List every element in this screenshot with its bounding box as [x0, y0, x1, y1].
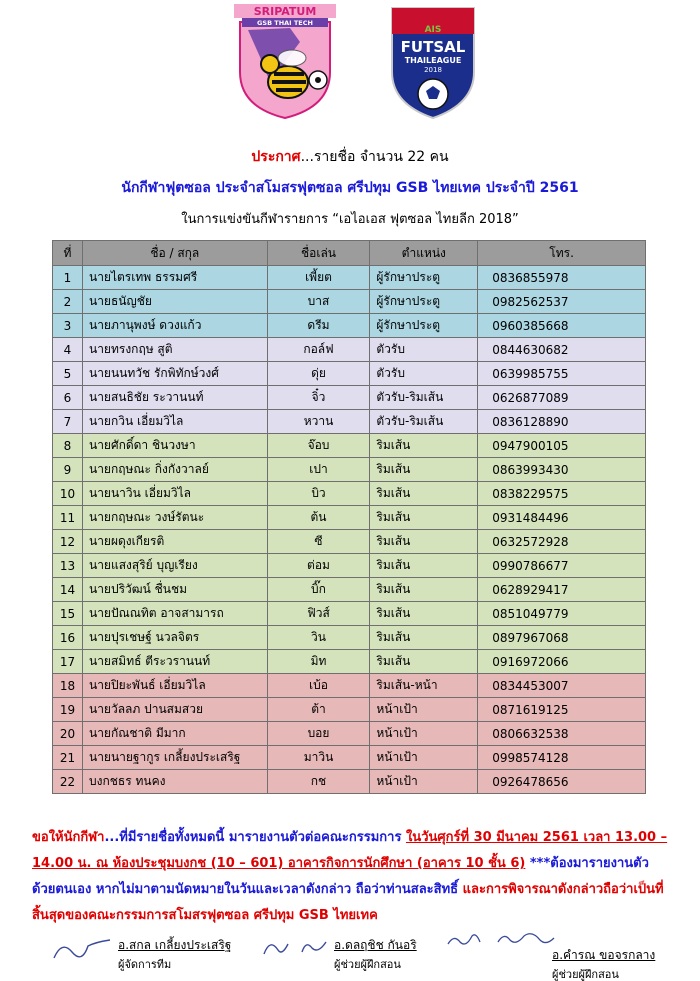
notice-date-venue: ในวันศุกร์ที่ 30 มีนาคม 2561 เวลา 13.00 – 14.00 น. ณ ห้องประชุมบงกช (10 – 601) อาคารกิจการนักศึกษา (อาคาร 10 ชั้น 6) — [32, 830, 668, 871]
cell-name: นายกวิน เอี่ยมวิไล — [82, 410, 267, 434]
signature-block — [0, 928, 700, 981]
table-row — [53, 266, 646, 290]
cell-number: 12 — [53, 530, 83, 554]
cell-number: 14 — [53, 578, 83, 602]
table-row — [53, 338, 646, 362]
cell-position: ริมเส้น — [370, 434, 478, 458]
cell-name: นายปัณณทิต อาจสามารถ — [82, 602, 267, 626]
cell-nickname: ฟิวส์ — [267, 602, 370, 626]
cell-number: 2 — [53, 290, 83, 314]
table-row — [53, 698, 646, 722]
sripatum-bee-logo — [230, 2, 340, 120]
cell-position: ตัวรับ — [370, 338, 478, 362]
table-row — [53, 290, 646, 314]
cell-nickname: บิว — [267, 482, 370, 506]
competition-subtitle: ในการแข่งขันกีฬารายการ “เอไอเอส ฟุตซอล ไทยลีก 2018” — [181, 212, 519, 227]
notice-final-clause: และการพิจารณาดังกล่าวถือว่าเป็นที่สิ้นสุดของคณะกรรมการสโมสรฟุตซอล ศรีปทุม GSB ไทยเทค — [32, 882, 664, 923]
cell-number: 13 — [53, 554, 83, 578]
page-title: นักกีฬาฟุตซอล ประจำสโมสรฟุตซอล ศรีปทุม GSB ไทยเทค ประจำปี 2561 — [121, 180, 579, 196]
header-phone: โทร. — [478, 241, 646, 266]
cell-name: นายนนทวัช รักพิทักษ์วงศ์ — [82, 362, 267, 386]
table-row — [53, 314, 646, 338]
cell-name: นายธนัญชัย — [82, 290, 267, 314]
cell-number: 16 — [53, 626, 83, 650]
ais-futsal-thaileague-logo — [388, 2, 478, 120]
cell-nickname: บาส — [267, 290, 370, 314]
cell-nickname: กช — [267, 770, 370, 794]
cell-nickname: บิ๊ก — [267, 578, 370, 602]
cell-nickname: ดุ่ย — [267, 362, 370, 386]
cell-number: 6 — [53, 386, 83, 410]
signature-assistant-coach-1 — [334, 936, 417, 973]
cell-phone: 0863993430 — [478, 458, 646, 482]
cell-number: 7 — [53, 410, 83, 434]
player-roster-table — [52, 240, 646, 794]
announcement-prefix: ประกาศ — [251, 149, 301, 165]
cell-number: 11 — [53, 506, 83, 530]
table-row — [53, 458, 646, 482]
cell-phone: 0844630682 — [478, 338, 646, 362]
cell-position: หน้าเป้า — [370, 770, 478, 794]
cell-nickname: จ๊อบ — [267, 434, 370, 458]
table-row — [53, 674, 646, 698]
cell-position: ริมเส้น — [370, 650, 478, 674]
cell-phone: 0836128890 — [478, 410, 646, 434]
cell-position: ริมเส้น-หน้า — [370, 674, 478, 698]
cell-name: นายปุรเชษฐ์ นวลจิตร — [82, 626, 267, 650]
cell-phone: 0851049779 — [478, 602, 646, 626]
table-row — [53, 626, 646, 650]
cell-nickname: จิ๋ว — [267, 386, 370, 410]
cell-number: 17 — [53, 650, 83, 674]
cell-phone: 0998574128 — [478, 746, 646, 770]
cell-position: ริมเส้น — [370, 482, 478, 506]
thaileague-text: THAILEAGUE — [404, 56, 462, 65]
reporting-notice — [32, 825, 672, 929]
signature-scribble-2 — [262, 936, 330, 960]
cell-number: 19 — [53, 698, 83, 722]
cell-name: นายกฤษณะ กิ่งกังวาลย์ — [82, 458, 267, 482]
table-row — [53, 410, 646, 434]
cell-nickname: ต้น — [267, 506, 370, 530]
cell-name: นายกัณชาติ มีมาก — [82, 722, 267, 746]
futsal-title-text: FUTSAL — [400, 38, 466, 56]
table-row — [53, 770, 646, 794]
table-row — [53, 722, 646, 746]
cell-phone: 0897967068 — [478, 626, 646, 650]
cell-nickname: ดรีม — [267, 314, 370, 338]
table-row — [53, 530, 646, 554]
cell-nickname: เพี้ยต — [267, 266, 370, 290]
signer-name: อ.ดลฤชิช กันอริ — [334, 938, 417, 952]
cell-nickname: เปา — [267, 458, 370, 482]
cell-number: 10 — [53, 482, 83, 506]
table-row — [53, 434, 646, 458]
gsb-thai-tech-wordmark: GSB THAI TECH — [257, 19, 313, 27]
cell-name: นายสมิทธ์ ตีระวรานนท์ — [82, 650, 267, 674]
header-name: ชื่อ / สกุล — [82, 241, 267, 266]
cell-nickname: เบ้อ — [267, 674, 370, 698]
signature-team-manager — [118, 936, 231, 973]
cell-position: หน้าเป้า — [370, 698, 478, 722]
cell-name: นายนาวิน เอี่ยมวิไล — [82, 482, 267, 506]
cell-number: 3 — [53, 314, 83, 338]
table-row — [53, 650, 646, 674]
cell-position: หน้าเป้า — [370, 722, 478, 746]
cell-phone: 0960385668 — [478, 314, 646, 338]
notice-warning: ***ต้องมารายงานตัวด้วยตนเอง หากไม่มาตามนัดหมายในวันและเวลาดังกล่าว ถือว่าท่านสละสิทธิ์ — [32, 856, 649, 897]
cell-position: ริมเส้น — [370, 578, 478, 602]
header-number: ที่ — [53, 241, 83, 266]
cell-phone: 0916972066 — [478, 650, 646, 674]
cell-nickname: บอย — [267, 722, 370, 746]
signer-name: อ.คำรณ ขอจรกลาง — [552, 948, 656, 962]
cell-nickname: หวาน — [267, 410, 370, 434]
cell-number: 15 — [53, 602, 83, 626]
cell-phone: 0639985755 — [478, 362, 646, 386]
signer-role: ผู้จัดการทีม — [118, 958, 172, 971]
announcement-count: ...รายชื่อ จำนวน 22 คน — [300, 149, 449, 165]
signature-scribble-1 — [52, 936, 112, 962]
cell-number: 9 — [53, 458, 83, 482]
cell-position: ริมเส้น — [370, 506, 478, 530]
cell-name: นายปิยะพันธ์ เอี่ยมวิไล — [82, 674, 267, 698]
cell-nickname: วิน — [267, 626, 370, 650]
cell-nickname: กอล์ฟ — [267, 338, 370, 362]
sripatum-wordmark: SRIPATUM — [253, 5, 317, 18]
cell-name: นายแสงสุริย์ บุญเรียง — [82, 554, 267, 578]
cell-position: ผู้รักษาประตู — [370, 266, 478, 290]
cell-position: ริมเส้น — [370, 554, 478, 578]
cell-nickname: ซี — [267, 530, 370, 554]
cell-number: 1 — [53, 266, 83, 290]
signer-role: ผู้ช่วยผู้ฝึกสอน — [552, 968, 619, 981]
table-row — [53, 386, 646, 410]
cell-position: ผู้รักษาประตู — [370, 314, 478, 338]
cell-phone: 0632572928 — [478, 530, 646, 554]
cell-position: หน้าเป้า — [370, 746, 478, 770]
cell-number: 4 — [53, 338, 83, 362]
announcement-line — [0, 146, 700, 168]
signature-scribble-3 — [446, 928, 556, 952]
table-row — [53, 554, 646, 578]
cell-name: นายนายฐากูร เกลี้ยงประเสริฐ — [82, 746, 267, 770]
table-header-row — [53, 241, 646, 266]
cell-name: นายปริวัฒน์ ชื่นชม — [82, 578, 267, 602]
cell-name: นายภานุพงษ์ ดวงแก้ว — [82, 314, 267, 338]
notice-addressee: ขอให้นักกีฬา — [32, 830, 105, 845]
table-row — [53, 578, 646, 602]
cell-phone: 0947900105 — [478, 434, 646, 458]
cell-phone: 0806632538 — [478, 722, 646, 746]
cell-nickname: มาวิน — [267, 746, 370, 770]
table-row — [53, 362, 646, 386]
cell-phone: 0990786677 — [478, 554, 646, 578]
cell-position: ตัวรับ-ริมเส้น — [370, 386, 478, 410]
cell-number: 22 — [53, 770, 83, 794]
cell-phone: 0834453007 — [478, 674, 646, 698]
table-row — [53, 506, 646, 530]
cell-phone: 0628929417 — [478, 578, 646, 602]
signer-name: อ.สกล เกลี้ยงประเสริฐ — [118, 938, 232, 952]
cell-position: ตัวรับ-ริมเส้น — [370, 410, 478, 434]
cell-name: นายไตรเทพ ธรรมศรี — [82, 266, 267, 290]
ais-brand-text: AIS — [424, 25, 442, 35]
cell-position: ริมเส้น — [370, 602, 478, 626]
cell-nickname: มิท — [267, 650, 370, 674]
cell-phone: 0626877089 — [478, 386, 646, 410]
cell-phone: 0982562537 — [478, 290, 646, 314]
cell-number: 8 — [53, 434, 83, 458]
cell-phone: 0931484496 — [478, 506, 646, 530]
cell-phone: 0838229575 — [478, 482, 646, 506]
table-row — [53, 602, 646, 626]
cell-name: นายสนธิชัย ระวานนท์ — [82, 386, 267, 410]
cell-name: นายผดุงเกียรติ — [82, 530, 267, 554]
header-nickname: ชื่อเล่น — [267, 241, 370, 266]
table-row — [53, 482, 646, 506]
roster-body — [53, 266, 646, 794]
notice-instruction: ...ที่มีรายชื่อทั้งหมดนี้ มารายงานตัวต่อคณะกรรมการ — [104, 830, 406, 845]
cell-number: 20 — [53, 722, 83, 746]
cell-number: 21 — [53, 746, 83, 770]
league-year-text: 2018 — [424, 66, 442, 74]
table-row — [53, 746, 646, 770]
cell-name: นายวัลลภ ปานสมสวย — [82, 698, 267, 722]
cell-position: ริมเส้น — [370, 626, 478, 650]
cell-number: 5 — [53, 362, 83, 386]
cell-name: บงกชธร ทนคง — [82, 770, 267, 794]
header-position: ตำแหน่ง — [370, 241, 478, 266]
cell-name: นายศักดิ์ดา ชินวงษา — [82, 434, 267, 458]
cell-position: ริมเส้น — [370, 458, 478, 482]
cell-name: นายกฤษณะ วงษ์รัตนะ — [82, 506, 267, 530]
cell-name: นายทรงกฤษ สูติ — [82, 338, 267, 362]
cell-phone: 0836855978 — [478, 266, 646, 290]
cell-phone: 0926478656 — [478, 770, 646, 794]
cell-number: 18 — [53, 674, 83, 698]
cell-position: ริมเส้น — [370, 530, 478, 554]
cell-nickname: ต่อม — [267, 554, 370, 578]
cell-position: ตัวรับ — [370, 362, 478, 386]
cell-position: ผู้รักษาประตู — [370, 290, 478, 314]
cell-phone: 0871619125 — [478, 698, 646, 722]
signature-assistant-coach-2 — [552, 946, 655, 981]
signer-role: ผู้ช่วยผู้ฝึกสอน — [334, 958, 401, 971]
cell-nickname: ต้า — [267, 698, 370, 722]
logo-header — [0, 0, 700, 125]
